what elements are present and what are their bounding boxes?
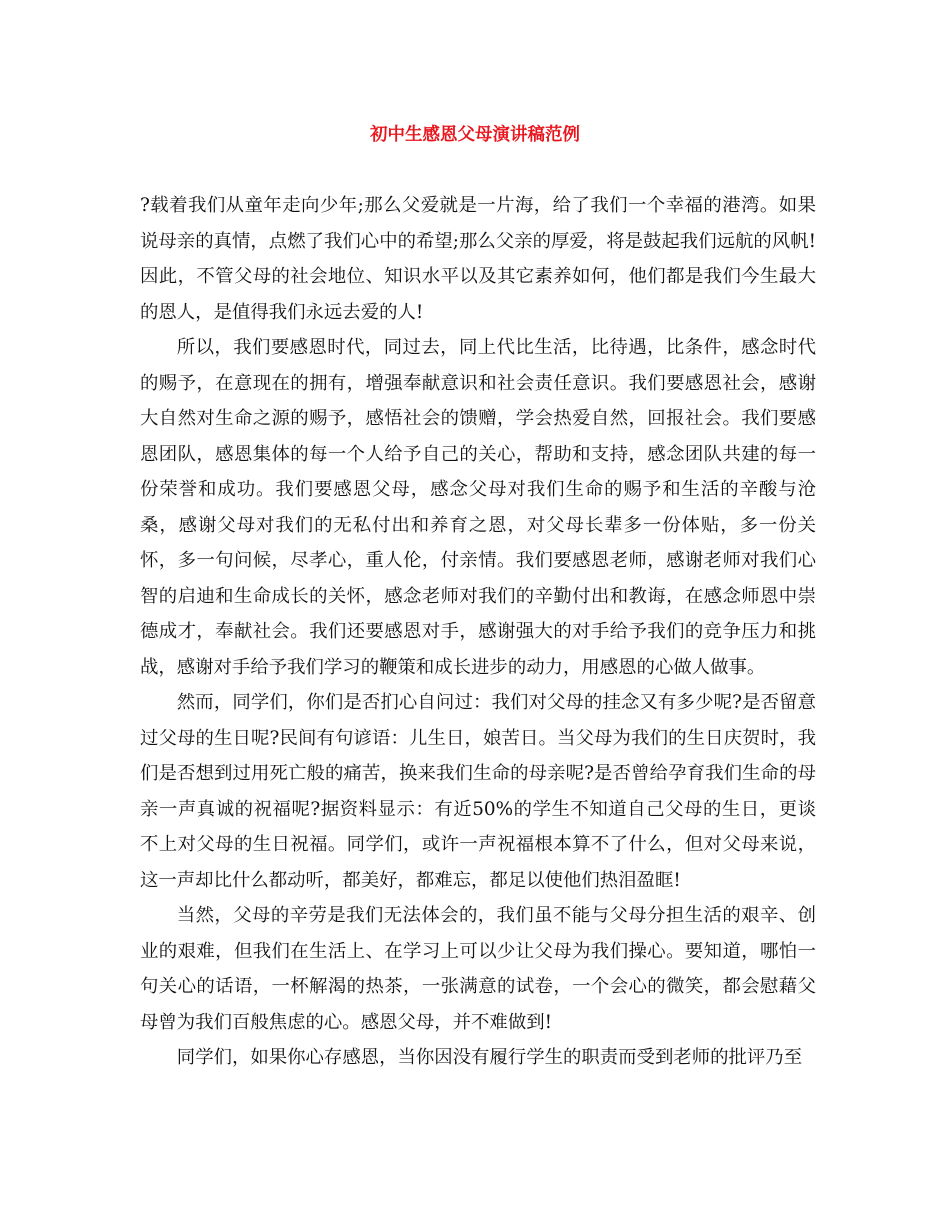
document-title: 初中生感恩父母演讲稿范例 [370, 125, 580, 145]
paragraph-gratitude-list: 所以，我们要感恩时代，同过去，同上代比生活，比待遇，比条件，感念时代的赐予，在意现在的拥有，增强奉献意识和社会责任意识。我们要感恩社会，感谢大自然对生命之源的赐予，感悟社会的馈赠，学会热爱自然，回报社会。我们要感恩团队，感恩集体的每一个人给予自己的关心，帮助和支持，感念团队共建的每一份荣誉和成功。我们要感恩父母，感念父母对我们生命的赐予和生活的辛酸与沧桑，感谢父母对我们的无私付出和养育之恩，对父母长辈多一份体贴，多一份关怀，多一句问候，尽孝心，重人伦，付亲情。我们要感恩老师，感谢老师对我们心智的启迪和生命成长的关怀，感念老师对我们的辛勤付出和教诲，在感念师恩中崇德成才，奉献社会。我们还要感恩对手，感谢强大的对手给予我们的竞争压力和挑战，感谢对手给予我们学习的鞭策和成长进步的动力，用感恩的心做人做事。 [140, 337, 816, 678]
document-body [140, 188, 816, 1076]
paragraph-closing-fragment: 同学们，如果你心存感恩，当你因没有履行学生的职责而受到老师的批评乃至 [176, 1047, 803, 1068]
paragraph-parents-labor: 当然，父母的辛劳是我们无法体会的，我们虽不能与父母分担生活的艰辛、创业的艰难，但我们在生活上、在学习上可以少让父母为我们操心。要知道，哪怕一句关心的话语，一杯解渴的热茶，一张满意的试卷，一个会心的微笑，都会慰藉父母曾为我们百般焦虑的心。感恩父母，并不难做到! [140, 905, 816, 1033]
paragraph-birthday-question: 然而，同学们，你们是否扪心自问过：我们对父母的挂念又有多少呢?是否留意过父母的生日呢?民间有句谚语：儿生日，娘苦日。当父母为我们的生日庆贺时，我们是否想到过用死亡般的痛苦，换来我们生命的母亲呢?是否曾给孕育我们生命的母亲一声真诚的祝福呢?据资料显示：有近50%的学生不知道自己父母的生日，更谈不上对父母的生日祝福。同学们，或许一声祝福根本算不了什么，但对父母来说，这一声却比什么都动听，都美好，都难忘，都足以使他们热泪盈眶! [140, 692, 816, 891]
paragraph-opening: ?载着我们从童年走向少年;那么父爱就是一片海，给了我们一个幸福的港湾。如果说母亲的真情，点燃了我们心中的希望;那么父亲的厚爱，将是鼓起我们远航的风帆!因此，不管父母的社会地位、知识水平以及其它素养如何，他们都是我们今生最大的恩人，是值得我们永远去爱的人! [140, 195, 816, 323]
